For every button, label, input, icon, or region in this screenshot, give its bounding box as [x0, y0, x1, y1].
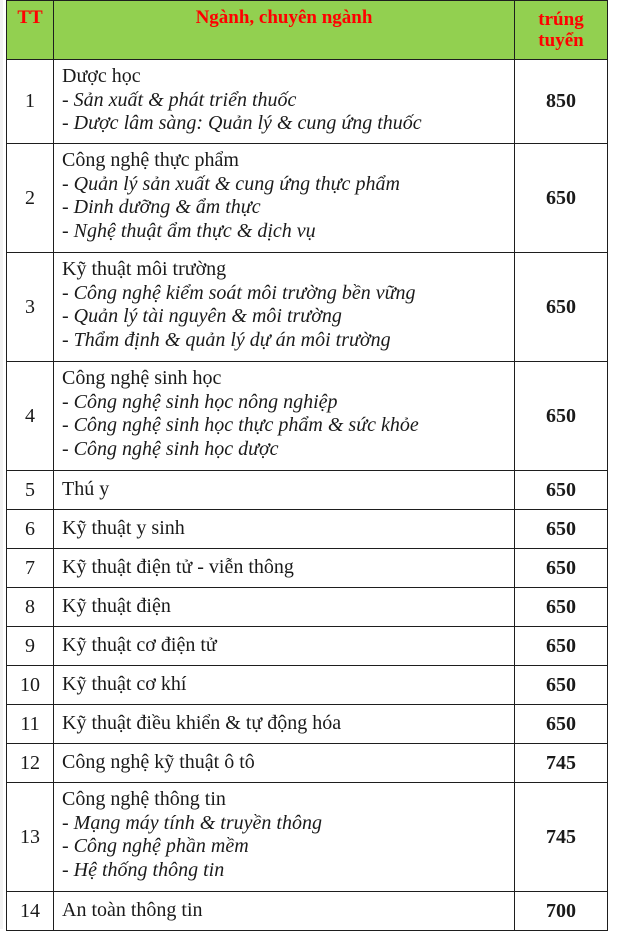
program-name: Kỹ thuật điện: [54, 588, 515, 627]
admission-score: 650: [515, 253, 608, 362]
table-row: [7, 783, 608, 892]
row-number: 5: [7, 471, 54, 510]
program-name: Công nghệ thông tin: [62, 788, 226, 810]
program-name: Thú y: [54, 471, 515, 510]
program-name: Dược học: [62, 65, 141, 87]
row-number: 3: [7, 253, 54, 362]
program-name: An toàn thông tin: [54, 892, 515, 931]
row-number: 6: [7, 510, 54, 549]
program-name: Công nghệ kỹ thuật ô tô: [54, 744, 515, 783]
program-cell: [54, 783, 515, 892]
row-number: 4: [7, 362, 54, 471]
table-row: [7, 510, 608, 549]
specialization: - Công nghệ phần mềm: [62, 835, 249, 857]
table-row: [7, 549, 608, 588]
row-number: 8: [7, 588, 54, 627]
header-tt: TT: [7, 1, 54, 60]
table-row: [7, 253, 608, 362]
row-number: 11: [7, 705, 54, 744]
program-name: Kỹ thuật cơ khí: [54, 666, 515, 705]
specialization: - Quản lý tài nguyên & môi trường: [62, 305, 342, 327]
admission-score: 745: [515, 783, 608, 892]
program-cell: [54, 362, 515, 471]
header-program: Ngành, chuyên ngành: [54, 1, 515, 60]
admission-score: 650: [515, 144, 608, 253]
page-edge: [0, 0, 3, 929]
table-row: [7, 60, 608, 144]
admission-score: 700: [515, 892, 608, 931]
table-row: [7, 666, 608, 705]
specialization: - Thẩm định & quản lý dự án môi trường: [62, 328, 391, 351]
table-header-row: [7, 1, 608, 60]
table-row: [7, 588, 608, 627]
table-row: [7, 362, 608, 471]
program-name: Kỹ thuật y sinh: [54, 510, 515, 549]
specialization: - Dinh dưỡng & ẩm thực: [62, 196, 261, 218]
admission-score: 850: [515, 60, 608, 144]
admission-score: 745: [515, 744, 608, 783]
program-cell: [54, 60, 515, 144]
program-name: Kỹ thuật cơ điện tử: [54, 627, 515, 666]
table-row: [7, 627, 608, 666]
row-number: 12: [7, 744, 54, 783]
program-name: Kỹ thuật điện tử - viễn thông: [54, 549, 515, 588]
row-number: 7: [7, 549, 54, 588]
admission-score: 650: [515, 471, 608, 510]
table-row: [7, 471, 608, 510]
table-row: [7, 744, 608, 783]
row-number: 2: [7, 144, 54, 253]
admission-score: 650: [515, 705, 608, 744]
row-number: 10: [7, 666, 54, 705]
specialization: - Sản xuất & phát triển thuốc: [62, 88, 297, 111]
admission-score: 650: [515, 588, 608, 627]
table-row: [7, 144, 608, 253]
admission-score: 650: [515, 549, 608, 588]
admission-score: 650: [515, 627, 608, 666]
admission-score: 650: [515, 362, 608, 471]
specialization: - Công nghệ kiểm soát môi trường bền vững: [62, 281, 416, 304]
program-name: Công nghệ sinh học: [62, 367, 222, 389]
header-score-line1: trúng: [538, 9, 584, 30]
specialization: - Công nghệ sinh học nông nghiệp: [62, 390, 338, 413]
header-score: [515, 1, 608, 60]
specialization: - Mạng máy tính & truyền thông: [62, 811, 322, 834]
program-name: Công nghệ thực phẩm: [62, 149, 239, 171]
row-number: 13: [7, 783, 54, 892]
admission-score: 650: [515, 666, 608, 705]
program-name: Kỹ thuật điều khiển & tự động hóa: [54, 705, 515, 744]
program-cell: [54, 144, 515, 253]
admission-score: 650: [515, 510, 608, 549]
header-score-line2: tuyển: [538, 30, 584, 51]
table-row: [7, 705, 608, 744]
specialization: - Công nghệ sinh học thực phẩm & sức khỏe: [62, 414, 419, 436]
admission-score-table: [6, 0, 608, 931]
row-number: 9: [7, 627, 54, 666]
program-name: Kỹ thuật môi trường: [62, 258, 227, 280]
table-row: [7, 892, 608, 931]
specialization: - Công nghệ sinh học dược: [62, 437, 279, 460]
program-cell: [54, 253, 515, 362]
specialization: - Hệ thống thông tin: [62, 858, 225, 881]
specialization: - Dược lâm sàng: Quản lý & cung ứng thuốc: [62, 112, 422, 134]
row-number: 1: [7, 60, 54, 144]
specialization: - Quản lý sản xuất & cung ứng thực phẩm: [62, 172, 400, 195]
specialization: - Nghệ thuật ẩm thực & dịch vụ: [62, 219, 316, 242]
row-number: 14: [7, 892, 54, 931]
